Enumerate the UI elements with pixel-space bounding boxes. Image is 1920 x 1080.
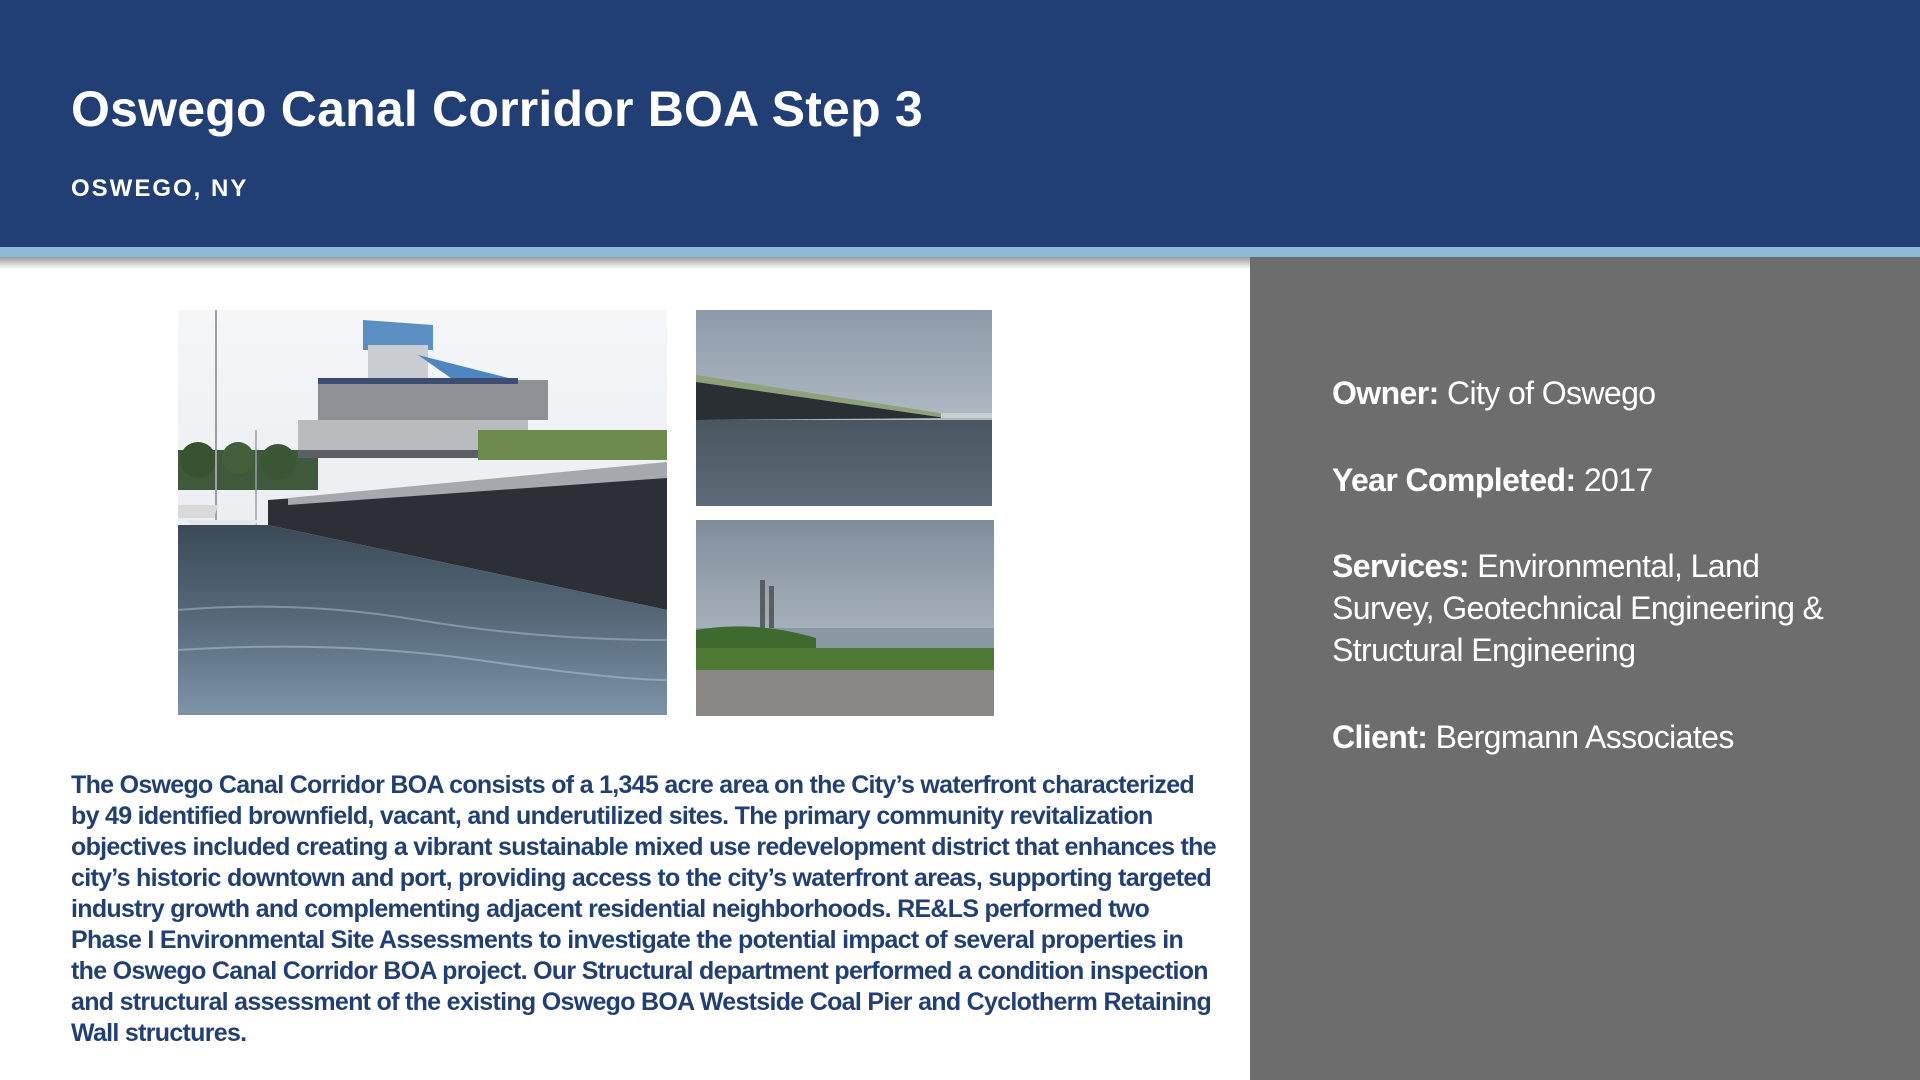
photo-marina-building [178, 310, 667, 715]
photo-coal-pier [696, 310, 992, 506]
client-info [1332, 716, 1862, 758]
year-info [1332, 459, 1862, 501]
owner-label: Owner: [1332, 375, 1447, 411]
project-info-panel [1250, 257, 1920, 1080]
photo-shoreline [696, 520, 994, 716]
project-description: The Oswego Canal Corridor BOA consists of a 1,345 acre area on the City’s waterfront characterized by 49 identified brownfield, vacant, and underutilized sites. The primary community revitalization objectives included creating a vibrant sustainable mixed use redevelopment district that enhances the city’s historic downtown and port, providing access to the city’s waterfront areas, supporting targeted industry growth and complementing adjacent residential neighborhoods. RE&LS performed two Phase I Environmental Site Assessments to investigate the potential impact of several properties in the Oswego Canal Corridor BOA project. Our Structural department performed a condition inspection and structural assessment of the existing Oswego BOA Westside Coal Pier and Cyclotherm Retaining Wall structures. [71, 771, 1216, 1047]
year-label: Year Completed: [1332, 462, 1584, 498]
services-info [1332, 545, 1862, 671]
services-value: Environmental, Land Survey, Geotechnical Engineering & Structural Engineering [1332, 548, 1824, 668]
accent-stripe [0, 247, 1920, 257]
services-label: Services: [1332, 548, 1478, 584]
client-label: Client: [1332, 719, 1436, 755]
client-value: Bergmann Associates [1435, 719, 1734, 755]
page-title: Oswego Canal Corridor BOA Step 3 [71, 81, 923, 137]
owner-info [1332, 372, 1862, 414]
owner-value: City of Oswego [1446, 375, 1656, 411]
year-value: 2017 [1583, 462, 1653, 498]
page-location: OSWEGO, NY [71, 175, 249, 202]
accent-shadow [0, 257, 1250, 269]
header-band [0, 0, 1920, 247]
